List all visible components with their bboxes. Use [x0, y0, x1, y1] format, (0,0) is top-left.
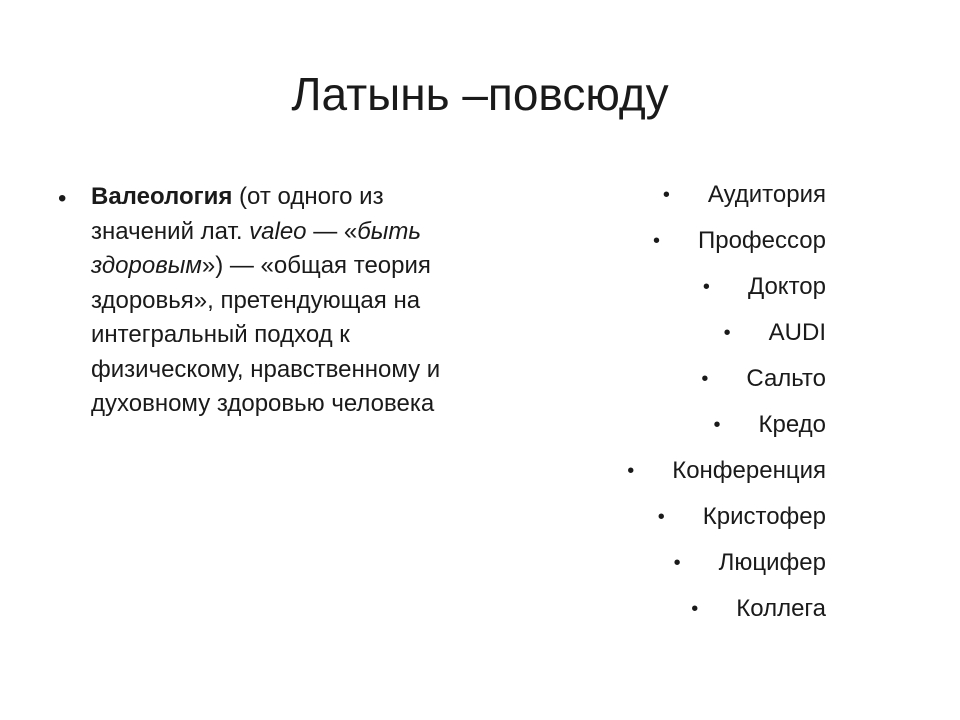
definition-part-3: ») — «общая теория здоровья», претендующая на интегральный подход к физическому, нравственному и духовному здоровью человека — [91, 252, 441, 417]
word-label: Сальто — [746, 365, 826, 392]
list-item — [470, 356, 826, 402]
word-label: Профессор — [697, 227, 826, 254]
latin-words-list — [470, 172, 826, 632]
list-item — [470, 402, 826, 448]
latin-word: valeo — [249, 217, 307, 245]
valeology-definition — [91, 180, 448, 422]
list-item — [470, 172, 826, 218]
list-item — [470, 586, 826, 632]
word-label: Кристофер — [702, 503, 826, 530]
bullet-marker: • — [662, 184, 670, 206]
word-label: Люцифер — [718, 549, 826, 576]
slide-title: Латынь –повсюду — [291, 68, 669, 120]
term-valeology: Валеология — [91, 183, 233, 210]
definition-part-2: — « — [306, 217, 358, 245]
bullet-marker: • — [673, 552, 681, 574]
bullet-marker: • — [691, 598, 699, 620]
definition-part-1: (от одного из значений лат. — [91, 183, 384, 245]
list-item — [470, 540, 826, 586]
list-item — [470, 448, 826, 494]
bullet-marker: • — [723, 322, 731, 344]
bullet-marker: • — [627, 460, 635, 482]
word-label: Доктор — [747, 273, 826, 300]
bullet-marker: • — [701, 368, 709, 390]
list-item — [470, 264, 826, 310]
bullet-marker: • — [702, 276, 710, 298]
list-item — [470, 310, 826, 356]
latin-translation: быть здоровым — [91, 217, 421, 279]
bullet-marker: • — [58, 185, 67, 212]
bullet-marker: • — [652, 230, 660, 252]
bullet-marker: • — [657, 506, 665, 528]
left-content — [58, 180, 448, 422]
word-label: Конференция — [672, 457, 826, 484]
list-item — [470, 494, 826, 540]
list-item — [470, 218, 826, 264]
word-label: Коллега — [736, 595, 826, 622]
word-label: AUDI — [768, 319, 826, 346]
word-label: Кредо — [758, 411, 826, 438]
word-label: Аудитория — [707, 181, 826, 208]
bullet-marker: • — [713, 414, 721, 436]
